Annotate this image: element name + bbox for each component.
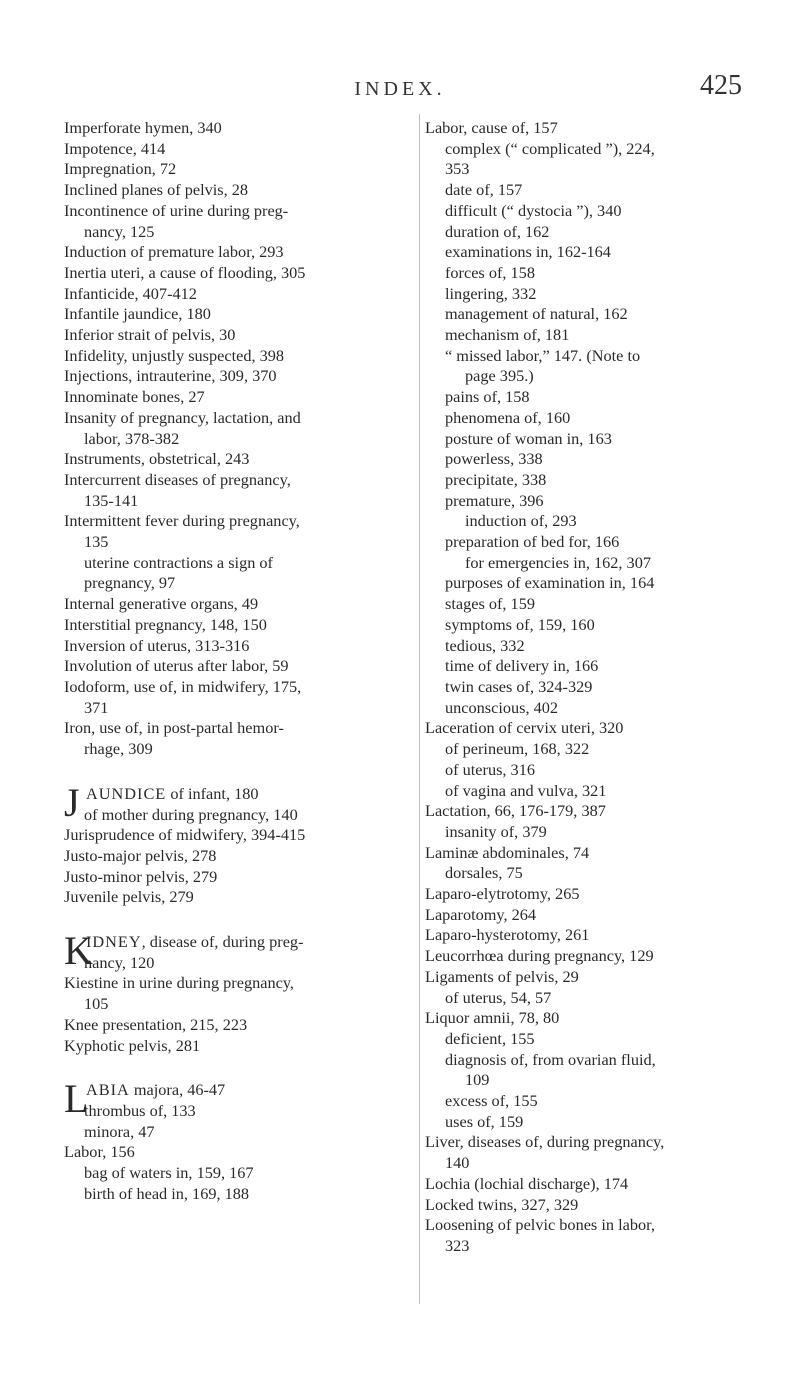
index-subentry: uses of, 159 — [445, 1111, 524, 1131]
index-entry: Locked twins, 327, 329 — [425, 1194, 579, 1214]
entry-text: of infant, 180 — [166, 783, 259, 803]
index-entry: Liver, diseases of, during pregnancy, — [425, 1132, 665, 1152]
index-subentry: excess of, 155 — [445, 1091, 538, 1111]
index-subentry: time of delivery in, 166 — [445, 656, 599, 676]
index-entry: Incontinence of urine during preg- — [64, 200, 289, 220]
index-subentry: 323 — [445, 1235, 470, 1255]
index-subentry: premature, 396 — [445, 490, 544, 510]
index-entry: Intermittent fever during pregnancy, — [64, 511, 300, 531]
index-subentry: deficient, 155 — [445, 1028, 535, 1048]
index-subentry: date of, 157 — [445, 180, 523, 200]
entry-lead-word: ABIA — [86, 1080, 130, 1100]
page-number: 425 — [700, 70, 742, 101]
index-entry: Inclined planes of pelvis, 28 — [64, 180, 249, 200]
index-subentry: posture of woman in, 163 — [445, 428, 612, 448]
index-entry: Labor, 156 — [64, 1142, 135, 1162]
index-entry: Inversion of uterus, 313-316 — [64, 635, 250, 655]
index-subentry: 109 — [465, 1070, 490, 1090]
index-subentry: 140 — [445, 1153, 470, 1173]
index-subentry: examinations in, 162-164 — [445, 242, 611, 262]
index-entry: Kiestine in urine during pregnancy, — [64, 973, 294, 993]
index-entry: Laparo-elytrotomy, 265 — [425, 884, 580, 904]
index-entry: Lochia (lochial discharge), 174 — [425, 1173, 629, 1193]
index-subentry: nancy, 120 — [84, 952, 155, 972]
index-subentry: powerless, 338 — [445, 449, 543, 469]
index-entry: Jurisprudence of midwifery, 394-415 — [64, 825, 306, 845]
drop-cap-initial: K — [64, 928, 93, 974]
index-subentry: unconscious, 402 — [445, 697, 559, 717]
index-entry: Impregnation, 72 — [64, 159, 177, 179]
index-subentry: of mother during pregnancy, 140 — [84, 804, 298, 824]
index-entry: Loosening of pelvic bones in labor, — [425, 1215, 655, 1235]
index-subentry: 105 — [84, 994, 109, 1014]
index-subentry: bag of waters in, 159, 167 — [84, 1163, 254, 1183]
index-column-left — [64, 118, 416, 1204]
index-subentry: 371 — [84, 697, 109, 717]
index-subentry: 353 — [445, 159, 470, 179]
index-subentry: 135-141 — [84, 490, 139, 510]
index-entry: Intercurrent diseases of pregnancy, — [64, 469, 291, 489]
index-subentry: management of natural, 162 — [445, 304, 628, 324]
index-entry: Imperforate hymen, 340 — [64, 118, 222, 137]
index-entry: Inferior strait of pelvis, 30 — [64, 325, 236, 345]
index-subentry: “ missed labor,” 147. (Note to — [445, 345, 641, 365]
index-entry: Inertia uteri, a cause of flooding, 305 — [64, 262, 306, 282]
index-subentry: pregnancy, 97 — [84, 573, 176, 593]
index-subentry: of vagina and vulva, 321 — [445, 780, 607, 800]
index-subentry: stages of, 159 — [445, 594, 535, 614]
index-subentry: insanity of, 379 — [445, 821, 547, 841]
index-entry: Interstitial pregnancy, 148, 150 — [64, 614, 267, 634]
index-entry: Lactation, 66, 176-179, 387 — [425, 801, 606, 821]
index-entry: Labor, cause of, 157 — [425, 118, 558, 137]
index-entry: Insanity of pregnancy, lactation, and — [64, 407, 301, 427]
index-subentry: for emergencies in, 162, 307 — [465, 552, 651, 572]
index-subentry: nancy, 125 — [84, 221, 155, 241]
drop-cap-initial: J — [64, 779, 80, 825]
index-subentry: birth of head in, 169, 188 — [84, 1183, 250, 1203]
index-subentry: minora, 47 — [84, 1121, 155, 1141]
index-subentry: symptoms of, 159, 160 — [445, 614, 595, 634]
index-entry: Infanticide, 407-412 — [64, 283, 197, 303]
index-subentry: labor, 378-382 — [84, 428, 180, 448]
letter-section-gap — [64, 760, 416, 780]
index-subentry: purposes of examination in, 164 — [445, 573, 655, 593]
index-entry: Internal generative organs, 49 — [64, 594, 259, 614]
index-subentry: of uterus, 54, 57 — [445, 987, 552, 1007]
index-entry: Iodoform, use of, in midwifery, 175, — [64, 676, 302, 696]
index-subentry: forces of, 158 — [445, 262, 535, 282]
index-entry: Liquor amnii, 78, 80 — [425, 1008, 560, 1028]
index-subentry: pains of, 158 — [445, 387, 530, 407]
index-subentry: precipitate, 338 — [445, 469, 547, 489]
index-subentry: induction of, 293 — [465, 511, 577, 531]
index-entry: Laceration of cervix uteri, 320 — [425, 718, 624, 738]
drop-cap-initial: L — [64, 1076, 89, 1122]
entry-lead-word: AUNDICE — [86, 783, 167, 803]
index-subentry: diagnosis of, from ovarian fluid, — [445, 1049, 656, 1069]
index-entry: Laparo-hysterotomy, 261 — [425, 925, 590, 945]
index-subentry: lingering, 332 — [445, 283, 537, 303]
index-subentry: complex (“ complicated ”), 224, — [445, 138, 655, 158]
column-divider — [419, 114, 420, 1304]
index-entry: Leucorrhœa during pregnancy, 129 — [425, 946, 654, 966]
entry-text: , disease of, during preg- — [141, 932, 304, 952]
index-subentry: uterine contractions a sign of — [84, 552, 273, 572]
index-subentry: of perineum, 168, 322 — [445, 739, 590, 759]
index-entry: Induction of premature labor, 293 — [64, 242, 284, 262]
index-entry: Ligaments of pelvis, 29 — [425, 966, 579, 986]
index-subentry: rhage, 309 — [84, 739, 153, 759]
index-entry: Justo-major pelvis, 278 — [64, 845, 217, 865]
index-entry: Infantile jaundice, 180 — [64, 304, 211, 324]
index-subentry: of uterus, 316 — [445, 759, 535, 779]
index-subentry: tedious, 332 — [445, 635, 525, 655]
index-subentry: 135 — [84, 532, 109, 552]
index-column-right — [425, 118, 765, 1257]
index-entry: Innominate bones, 27 — [64, 387, 205, 407]
index-entry: Instruments, obstetrical, 243 — [64, 449, 250, 469]
index-entry: Juvenile pelvis, 279 — [64, 887, 194, 907]
index-entry: Laparotomy, 264 — [425, 904, 537, 924]
index-subentry: dorsales, 75 — [445, 863, 523, 883]
index-entry: Injections, intrauterine, 309, 370 — [64, 366, 277, 386]
index-subentry: duration of, 162 — [445, 221, 550, 241]
index-subentry: mechanism of, 181 — [445, 325, 570, 345]
running-header: INDEX. — [354, 78, 446, 100]
index-subentry: twin cases of, 324-329 — [445, 676, 593, 696]
index-entry: Iron, use of, in post-partal hemor- — [64, 718, 284, 738]
index-entry: Impotence, 414 — [64, 138, 166, 158]
index-subentry: page 395.) — [465, 366, 534, 386]
index-subentry: difficult (“ dystocia ”), 340 — [445, 200, 622, 220]
letter-section-gap — [64, 908, 416, 928]
letter-section-gap — [64, 1056, 416, 1076]
entry-lead-word: IDNEY — [86, 932, 142, 952]
entry-text: majora, 46-47 — [129, 1080, 226, 1100]
index-subentry: phenomena of, 160 — [445, 407, 571, 427]
index-subentry: thrombus of, 133 — [84, 1100, 196, 1120]
index-entry: Involution of uterus after labor, 59 — [64, 656, 289, 676]
index-entry: Knee presentation, 215, 223 — [64, 1014, 248, 1034]
index-entry: Kyphotic pelvis, 281 — [64, 1035, 201, 1055]
index-entry: Infidelity, unjustly suspected, 398 — [64, 345, 285, 365]
index-subentry: preparation of bed for, 166 — [445, 532, 620, 552]
index-entry: Laminæ abdominales, 74 — [425, 842, 590, 862]
index-entry: Justo-minor pelvis, 279 — [64, 866, 218, 886]
